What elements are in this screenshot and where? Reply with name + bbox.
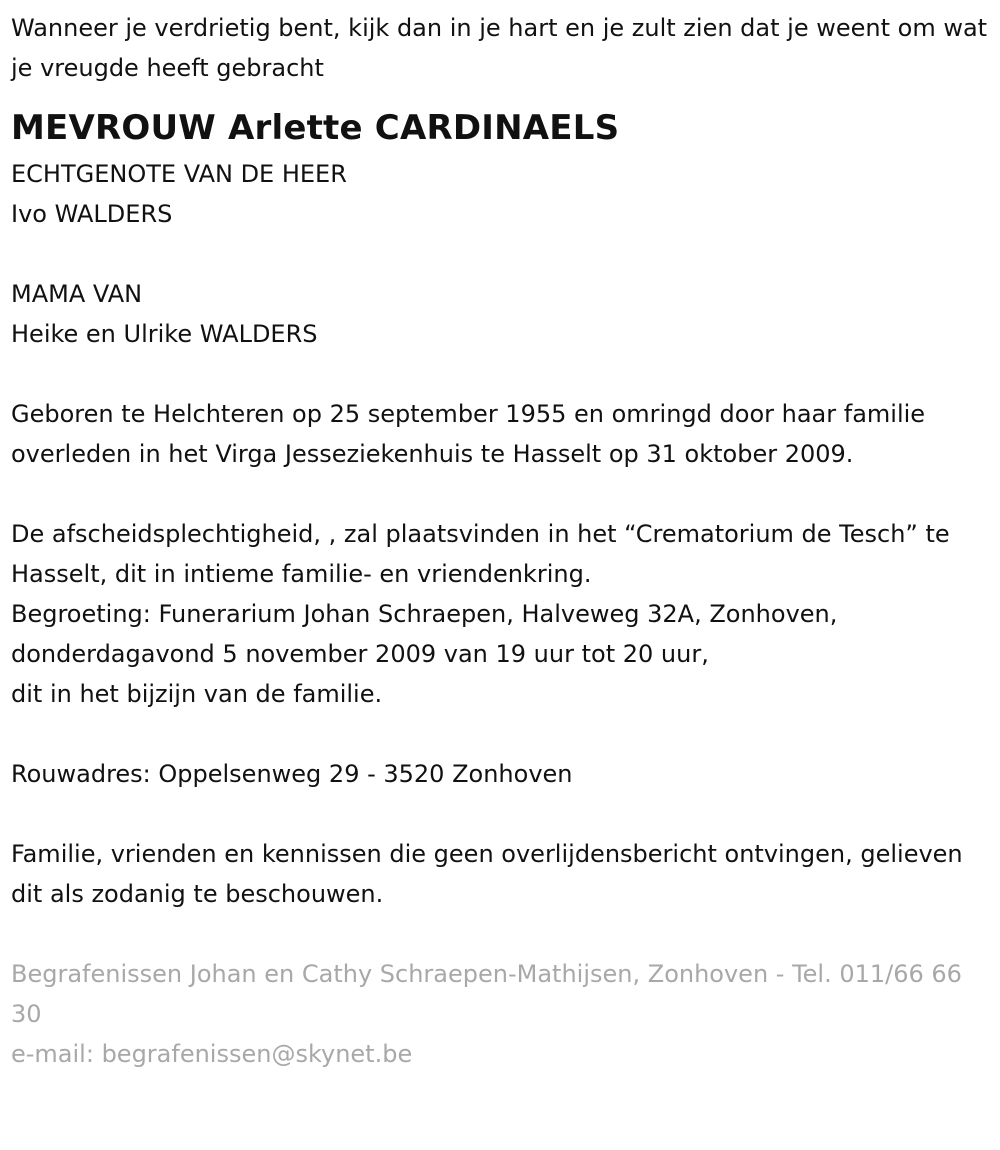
- birth-death-text: Geboren te Helchteren op 25 september 1955 en omringd door haar familie overleden in het Virga Jesseziekenhuis te Hasselt op 31 oktober 2009.: [11, 400, 926, 468]
- deceased-name: MEVROUW Arlette CARDINAELS: [11, 108, 620, 148]
- quote: Wanneer je verdrietig bent, kijk dan in je hart en je zult zien dat je weent om wat je vreugde heeft gebracht: [11, 14, 988, 82]
- ceremony-text: De afscheidsplechtigheid, , zal plaatsvinden in het “Crematorium de Tesch” te Hasselt, dit in intieme familie- en vriendenkring.: [11, 520, 950, 588]
- greeting-line-2: donderdagavond 5 november 2009 van 19 uur tot 20 uur,: [11, 640, 709, 668]
- children-names: Heike en Ulrike WALDERS: [11, 320, 318, 348]
- spouse-label: ECHTGENOTE VAN DE HEER: [11, 160, 347, 188]
- children-label: MAMA VAN: [11, 280, 143, 308]
- funeral-company: Begrafenissen Johan en Cathy Schraepen-Mathijsen, Zonhoven - Tel. 011/66 66 30: [11, 960, 962, 1028]
- funeral-email: e-mail: begrafenissen@skynet.be: [11, 1040, 413, 1068]
- obituary: [11, 8, 996, 1074]
- notice-text: Familie, vrienden en kennissen die geen overlijdensbericht ontvingen, gelieven dit als zodanig te beschouwen.: [11, 840, 963, 908]
- mourning-address: Rouwadres: Oppelsenweg 29 - 3520 Zonhoven: [11, 760, 573, 788]
- spouse-name: Ivo WALDERS: [11, 200, 173, 228]
- greeting-line-1: Begroeting: Funerarium Johan Schraepen, Halveweg 32A, Zonhoven,: [11, 600, 838, 628]
- greeting-line-3: dit in het bijzijn van de familie.: [11, 680, 383, 708]
